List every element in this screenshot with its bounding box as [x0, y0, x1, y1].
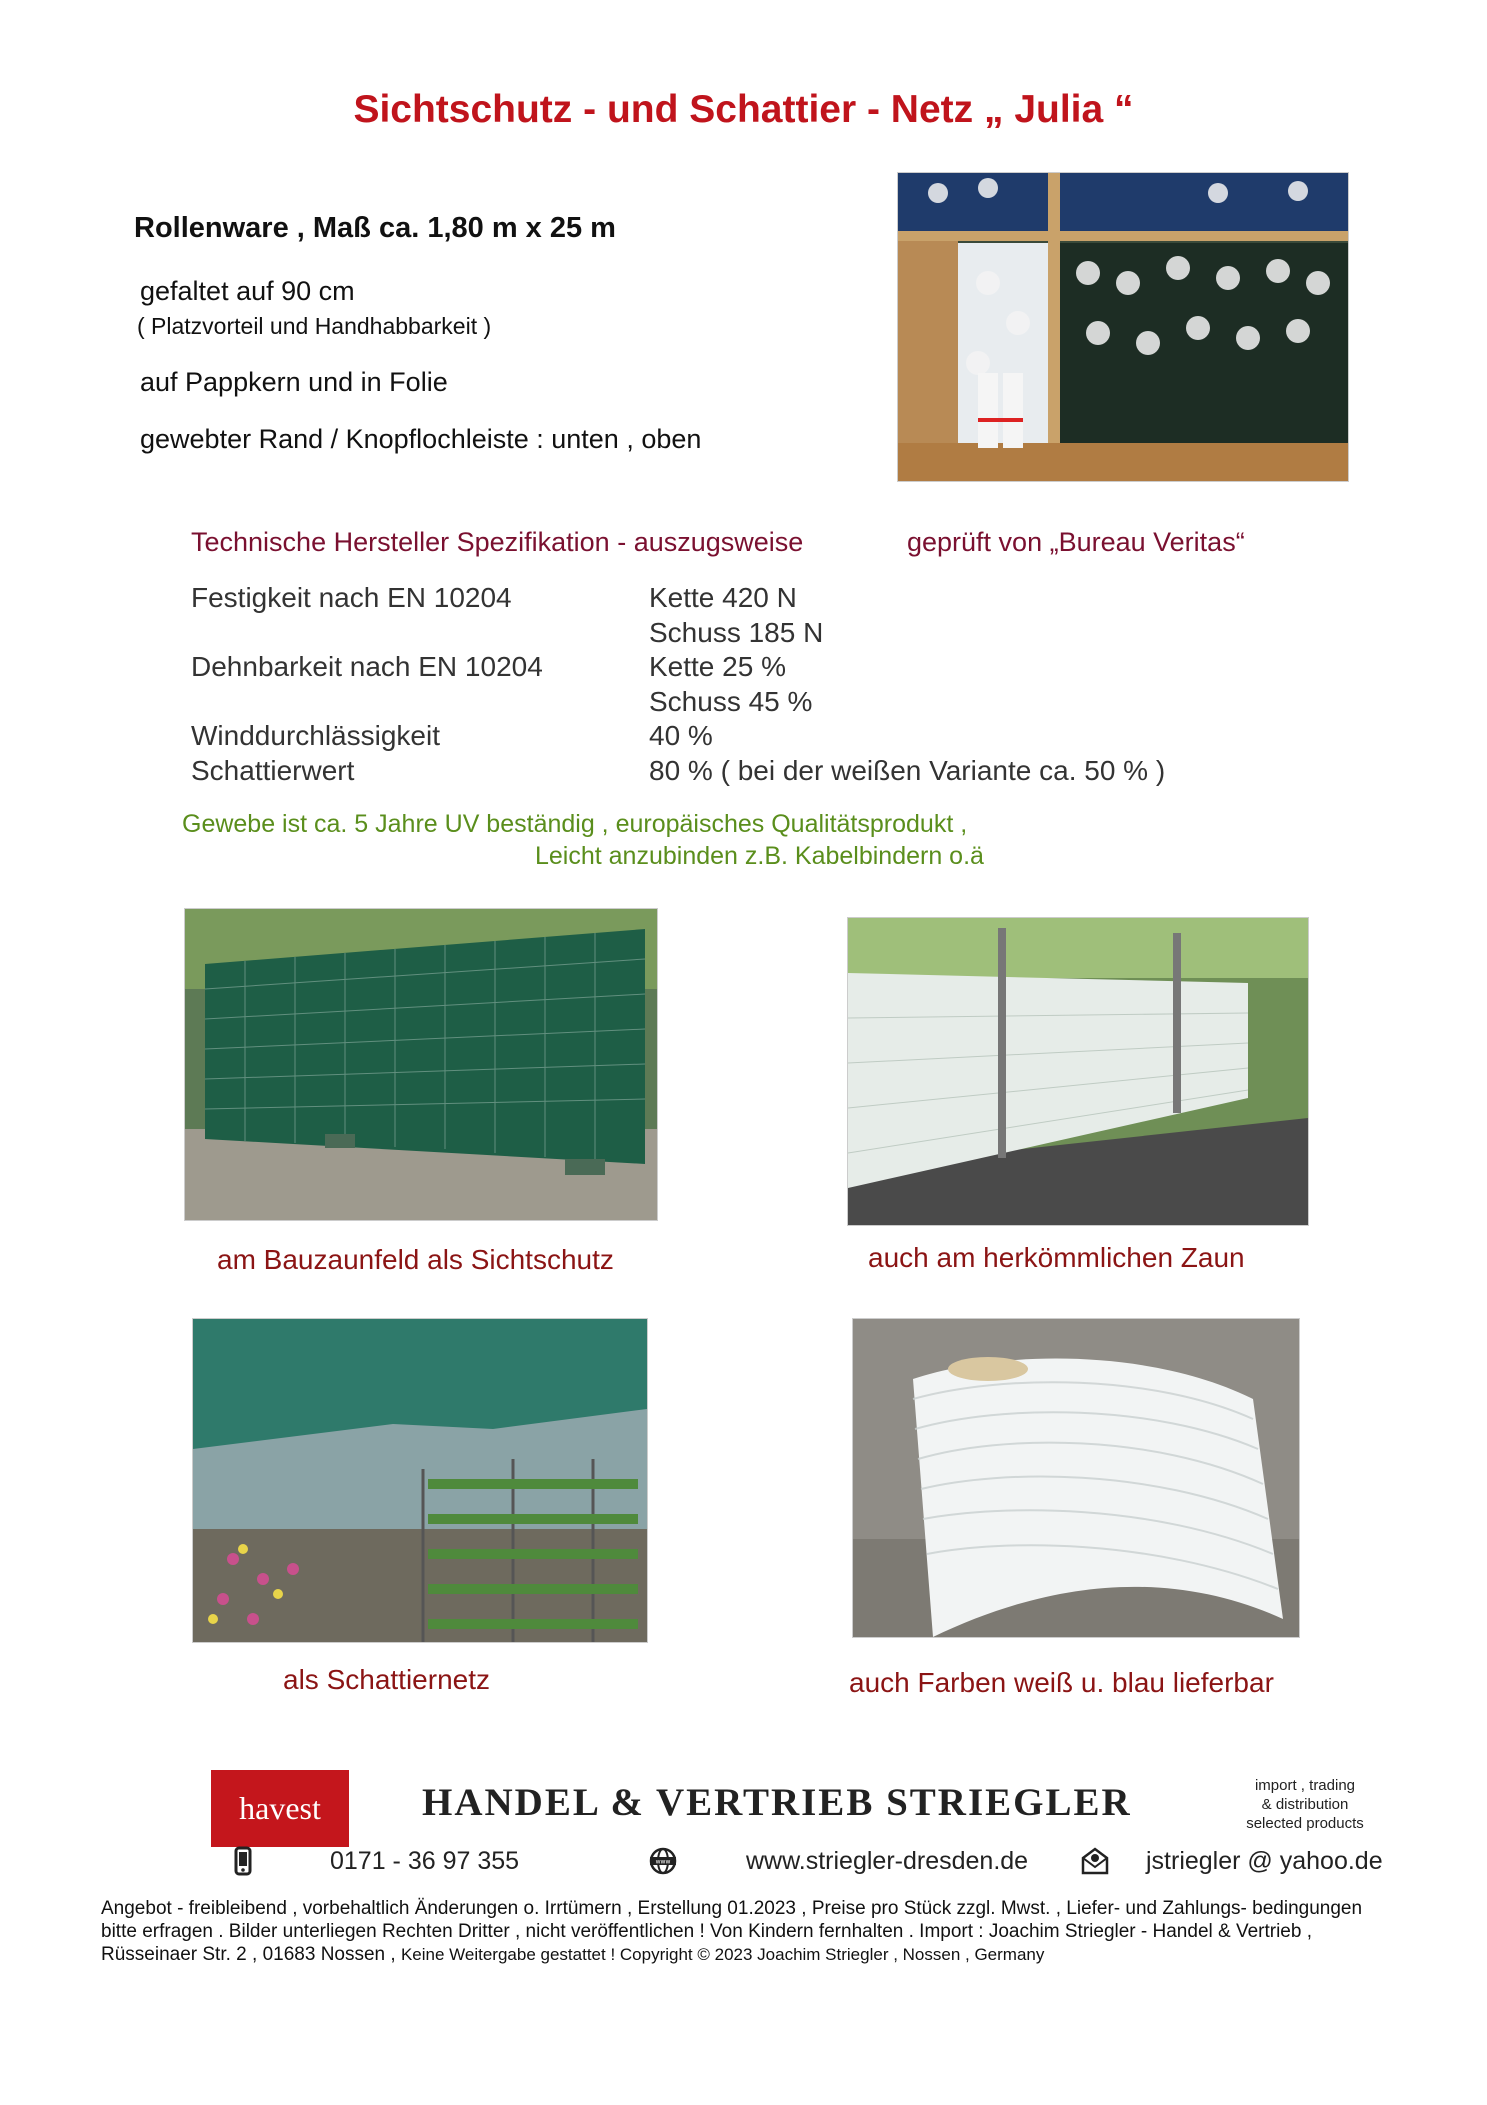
spec-label-shading: Schattierwert: [191, 755, 355, 786]
phone-icon: [228, 1846, 258, 1876]
company-tagline: [1230, 1776, 1380, 1833]
folded-note: ( Platzvorteil und Handhabbarkeit ): [137, 313, 492, 339]
caption-colors: auch Farben weiß u. blau lieferbar: [849, 1667, 1274, 1698]
spec-value-strength-weft: Schuss 185 N: [649, 617, 824, 648]
product-headline: Rollenware , Maß ca. 1,80 m x 25 m: [134, 212, 616, 244]
spec-value-elongation-weft: Schuss 45 %: [649, 686, 813, 717]
phone-number[interactable]: 0171 - 36 97 355: [330, 1847, 520, 1875]
shade-net-photo: [192, 1318, 648, 1643]
caption-construction-fence: am Bauzaunfeld als Sichtschutz: [217, 1244, 614, 1275]
spec-label-elongation: Dehnbarkeit nach EN 10204: [191, 651, 543, 682]
white-roll-photo: [852, 1318, 1300, 1638]
svg-text:www: www: [655, 1858, 671, 1866]
globe-icon: [648, 1846, 678, 1876]
folded-size: gefaltet auf 90 cm: [140, 276, 355, 306]
regular-fence-photo: [847, 917, 1309, 1226]
spec-value-strength-warp: Kette 420 N: [649, 582, 797, 613]
edge-text: gewebter Rand / Knopflochleiste : unten , oben: [140, 424, 702, 454]
spec-value-shading: 80 % ( bei der weißen Variante ca. 50 % ): [649, 755, 1166, 786]
page-title: Sichtschutz - und Schattier - Netz „ Julia “: [353, 88, 1134, 131]
company-logo: havest: [211, 1770, 349, 1847]
email-icon: [1080, 1846, 1110, 1876]
footer-text: Angebot - freibleibend , vorbehaltlich Änderungen o. Irrtümern , Erstellung 01.2023 , Preise pro Stück zzgl. Mwst. , Liefer- und Zahlungs- bedingungen bitte erfragen . Bilder unterliegen Rechten Dritter , nicht veröffentlichen ! Von Kindern fernhalten . Import : Joachim Striegler - Handel & Vertrieb , Rüsseinaer Str. 2 , 01683 Nossen ,: [101, 1898, 1363, 1965]
website-link[interactable]: www.striegler-dresden.de: [746, 1847, 1029, 1875]
spec-label-wind: Winddurchlässigkeit: [191, 720, 440, 751]
highlight-line-2: Leicht anzubinden z.B. Kabelbindern o.ä: [535, 842, 984, 870]
caption-regular-fence: auch am herkömmlichen Zaun: [868, 1242, 1245, 1273]
tagline-line-1: import , trading: [1254, 1777, 1356, 1794]
spec-tested-by: geprüft von „Bureau Veritas“: [907, 527, 1245, 557]
caption-shade-net: als Schattiernetz: [283, 1664, 490, 1695]
spec-heading: Technische Hersteller Spezifikation - auszugsweise: [191, 527, 804, 557]
construction-fence-photo: [184, 908, 658, 1221]
tagline-line-3: selected products: [1246, 1815, 1364, 1832]
footer-legal: [101, 1897, 1401, 1966]
tagline-line-2: & distribution: [1261, 1796, 1349, 1813]
rolls-storage-photo: [897, 172, 1349, 482]
footer-copyright: Keine Weitergabe gestattet ! Copyright © 2023 Joachim Striegler , Nossen , Germany: [400, 1945, 1045, 1964]
spec-value-wind: 40 %: [649, 720, 713, 751]
spec-label-strength: Festigkeit nach EN 10204: [191, 582, 512, 613]
packaging-text: auf Pappkern und in Folie: [140, 367, 448, 397]
spec-value-elongation-warp: Kette 25 %: [649, 651, 786, 682]
highlight-line-1: Gewebe ist ca. 5 Jahre UV beständig , europäisches Qualitätsprodukt ,: [182, 810, 968, 838]
email-address[interactable]: jstriegler @ yahoo.de: [1146, 1847, 1383, 1875]
company-name: HANDEL & VERTRIEB STRIEGLER: [422, 1781, 1132, 1824]
